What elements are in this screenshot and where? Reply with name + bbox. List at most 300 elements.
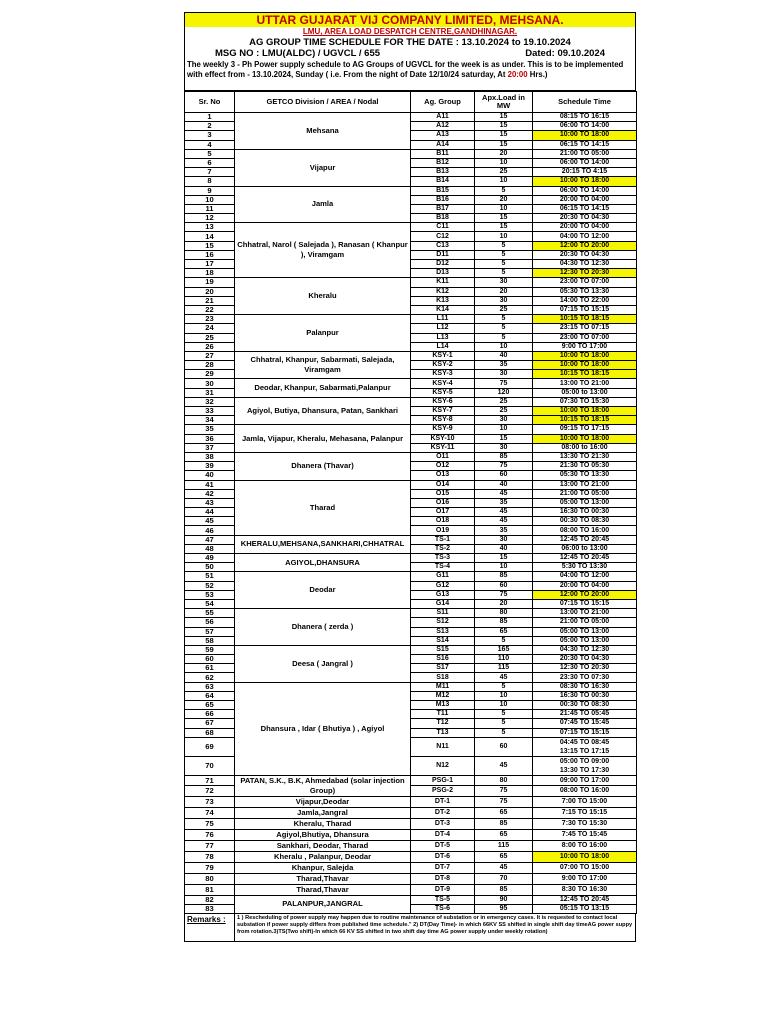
load-cell: 30: [475, 443, 533, 452]
ag-group-cell: B15: [411, 186, 475, 195]
ag-group-cell: DT-5: [411, 840, 475, 851]
schedule-time-cell: 12:30 TO 20:30: [533, 664, 637, 673]
load-cell: 5: [475, 241, 533, 250]
table-row: [185, 379, 637, 388]
schedule-time-cell: 04:45 TO 08:45 13:15 TO 17:15: [533, 737, 637, 756]
schedule-time-cell: 21:00 TO 05:00: [533, 489, 637, 498]
table-row: [185, 645, 637, 654]
schedule-time-cell: 08:00 TO 16:00: [533, 526, 637, 535]
load-cell: 120: [475, 388, 533, 397]
schedule-time-cell: 10:00 TO 18:00: [533, 407, 637, 416]
schedule-time-cell: 14:00 TO 22:00: [533, 296, 637, 305]
schedule-time-cell: 08:00 to 16:00: [533, 443, 637, 452]
sr-no-cell: 62: [185, 673, 235, 682]
ag-group-cell: N12: [411, 756, 475, 775]
sr-no-cell: 9: [185, 186, 235, 195]
sr-no-cell: 42: [185, 489, 235, 498]
ag-group-cell: B17: [411, 204, 475, 213]
schedule-time-cell: 9:00 TO 17:00: [533, 342, 637, 351]
table-row: [185, 840, 637, 851]
schedule-time-cell: 07:15 TO 15:15: [533, 305, 637, 314]
area-cell: Deodar: [235, 572, 411, 609]
load-cell: 75: [475, 796, 533, 807]
area-cell: Dhansura , Idar ( Bhutiya ) , Agiyol: [235, 682, 411, 775]
schedule-table: [184, 91, 637, 914]
sr-no-cell: 59: [185, 645, 235, 654]
schedule-time-cell: 7:30 TO 15:30: [533, 818, 637, 829]
schedule-time-cell: 07:15 TO 15:15: [533, 599, 637, 608]
load-cell: 25: [475, 407, 533, 416]
column-header-load: Apx.Load in MW: [475, 92, 533, 113]
intro-text-end: Hrs.): [527, 70, 548, 79]
table-row: [185, 480, 637, 489]
sr-no-cell: 15: [185, 241, 235, 250]
load-cell: 5: [475, 186, 533, 195]
table-row: [185, 425, 637, 434]
sr-no-cell: 75: [185, 818, 235, 829]
sr-no-cell: 76: [185, 829, 235, 840]
schedule-time-cell: 23:30 TO 07:30: [533, 673, 637, 682]
schedule-time-cell: 8:00 TO 16:00: [533, 840, 637, 851]
load-cell: 75: [475, 590, 533, 599]
load-cell: 5: [475, 333, 533, 342]
load-cell: 10: [475, 425, 533, 434]
ag-group-cell: O18: [411, 517, 475, 526]
ag-group-cell: S18: [411, 673, 475, 682]
schedule-time-cell: 20:00 TO 04:00: [533, 223, 637, 232]
schedule-time-cell: 04:30 TO 12:30: [533, 645, 637, 654]
load-cell: 85: [475, 572, 533, 581]
sr-no-cell: 24: [185, 324, 235, 333]
table-row: [185, 186, 637, 195]
table-row: [185, 682, 637, 691]
load-cell: 165: [475, 645, 533, 654]
sr-no-cell: 63: [185, 682, 235, 691]
load-cell: 75: [475, 379, 533, 388]
schedule-time-cell: 20:30 TO 04:30: [533, 214, 637, 223]
ag-group-cell: S14: [411, 636, 475, 645]
ag-group-cell: L13: [411, 333, 475, 342]
ag-group-cell: A11: [411, 113, 475, 122]
ag-group-cell: A14: [411, 140, 475, 149]
schedule-time-cell: 06:00 TO 14:00: [533, 158, 637, 167]
schedule-time-cell: 06:15 TO 14:15: [533, 204, 637, 213]
ag-group-cell: B18: [411, 214, 475, 223]
schedule-time-cell: 7:15 TO 15:15: [533, 807, 637, 818]
load-cell: 65: [475, 627, 533, 636]
sr-no-cell: 82: [185, 895, 235, 904]
load-cell: 85: [475, 618, 533, 627]
schedule-time-cell: 08:00 TO 16:00: [533, 786, 637, 797]
ag-group-cell: O16: [411, 498, 475, 507]
load-cell: 35: [475, 526, 533, 535]
sr-no-cell: 79: [185, 862, 235, 873]
column-header-area: GETCO Division / AREA / Nodal: [235, 92, 411, 113]
schedule-time-cell: 23:15 TO 07:15: [533, 324, 637, 333]
sr-no-cell: 78: [185, 851, 235, 862]
load-cell: 115: [475, 664, 533, 673]
sr-no-cell: 23: [185, 315, 235, 324]
table-row: [185, 572, 637, 581]
table-row: [185, 315, 637, 324]
sr-no-cell: 32: [185, 397, 235, 406]
area-cell: PALANPUR,JANGRAL: [235, 895, 411, 913]
area-cell: AGIYOL,DHANSURA: [235, 554, 411, 572]
sr-no-cell: 13: [185, 223, 235, 232]
ag-group-cell: S11: [411, 609, 475, 618]
table-row: [185, 895, 637, 904]
schedule-time-cell: 13:00 TO 21:00: [533, 480, 637, 489]
sr-no-cell: 16: [185, 250, 235, 259]
load-cell: 15: [475, 554, 533, 563]
sr-no-cell: 53: [185, 590, 235, 599]
load-cell: 45: [475, 673, 533, 682]
table-row: [185, 397, 637, 406]
area-cell: PATAN, S.K., B.K, Ahmedabad (solar injection Group): [235, 775, 411, 796]
schedule-time-cell: 10:15 TO 18:15: [533, 315, 637, 324]
sr-no-cell: 72: [185, 786, 235, 797]
load-cell: 110: [475, 655, 533, 664]
sr-no-cell: 50: [185, 563, 235, 572]
sr-no-cell: 6: [185, 158, 235, 167]
sr-no-cell: 77: [185, 840, 235, 851]
schedule-time-cell: 12:45 TO 20:45: [533, 554, 637, 563]
schedule-time-cell: 10:00 TO 18:00: [533, 351, 637, 360]
schedule-time-cell: 10:00 TO 18:00: [533, 177, 637, 186]
load-cell: 5: [475, 269, 533, 278]
schedule-time-cell: 5:30 TO 13:30: [533, 563, 637, 572]
schedule-time-cell: 10:00 TO 18:00: [533, 851, 637, 862]
sr-no-cell: 73: [185, 796, 235, 807]
load-cell: 5: [475, 260, 533, 269]
sr-no-cell: 83: [185, 904, 235, 913]
sr-no-cell: 36: [185, 434, 235, 443]
sr-no-cell: 14: [185, 232, 235, 241]
ag-group-cell: DT-3: [411, 818, 475, 829]
table-row: [185, 278, 637, 287]
schedule-time-cell: 05:00 to 13:00: [533, 388, 637, 397]
schedule-time-cell: 7:00 TO 15:00: [533, 796, 637, 807]
load-cell: 80: [475, 609, 533, 618]
load-cell: 45: [475, 862, 533, 873]
sr-no-cell: 49: [185, 554, 235, 563]
ag-group-cell: TS-6: [411, 904, 475, 913]
area-cell: Tharad: [235, 480, 411, 535]
ag-group-cell: DT-9: [411, 884, 475, 895]
table-row: [185, 862, 637, 873]
load-cell: 35: [475, 498, 533, 507]
schedule-date-line: AG GROUP TIME SCHEDULE FOR THE DATE : 13.10.2024 to 19.10.2024: [249, 37, 571, 48]
schedule-time-cell: 20:00 TO 04:00: [533, 581, 637, 590]
load-cell: 45: [475, 489, 533, 498]
schedule-time-cell: 12:00 TO 20:00: [533, 241, 637, 250]
sr-no-cell: 56: [185, 618, 235, 627]
sr-no-cell: 45: [185, 517, 235, 526]
remarks-box: [184, 914, 636, 942]
load-cell: 45: [475, 508, 533, 517]
schedule-time-cell: 12:00 TO 20:00: [533, 590, 637, 599]
schedule-time-cell: 06:00 TO 14:00: [533, 122, 637, 131]
sr-no-cell: 71: [185, 775, 235, 786]
area-cell: Mehsana: [235, 113, 411, 150]
schedule-time-cell: 7:45 TO 15:45: [533, 829, 637, 840]
load-cell: 20: [475, 287, 533, 296]
ag-group-cell: KSY-11: [411, 443, 475, 452]
sr-no-cell: 19: [185, 278, 235, 287]
load-cell: 85: [475, 818, 533, 829]
schedule-sheet: [184, 12, 636, 942]
area-cell: Kheralu, Tharad: [235, 818, 411, 829]
ag-group-cell: M13: [411, 701, 475, 710]
ag-group-cell: O17: [411, 508, 475, 517]
sr-no-cell: 17: [185, 260, 235, 269]
ag-group-cell: TS-5: [411, 895, 475, 904]
sr-no-cell: 67: [185, 719, 235, 728]
ag-group-cell: KSY-1: [411, 351, 475, 360]
message-date: Dated: 09.10.2024: [525, 48, 605, 59]
sr-no-cell: 81: [185, 884, 235, 895]
area-cell: Palanpur: [235, 315, 411, 352]
load-cell: 30: [475, 296, 533, 305]
load-cell: 45: [475, 517, 533, 526]
load-cell: 10: [475, 691, 533, 700]
ag-group-cell: S16: [411, 655, 475, 664]
ag-group-cell: DT-7: [411, 862, 475, 873]
table-row: [185, 223, 637, 232]
load-cell: 10: [475, 701, 533, 710]
ag-group-cell: TS-2: [411, 544, 475, 553]
load-cell: 75: [475, 462, 533, 471]
sr-no-cell: 51: [185, 572, 235, 581]
ag-group-cell: L14: [411, 342, 475, 351]
ag-group-cell: S13: [411, 627, 475, 636]
schedule-time-cell: 06:00 to 13:00: [533, 544, 637, 553]
area-cell: Deesa ( Jangral ): [235, 645, 411, 682]
load-cell: 25: [475, 168, 533, 177]
ag-group-cell: DT-6: [411, 851, 475, 862]
sr-no-cell: 29: [185, 370, 235, 379]
sr-no-cell: 43: [185, 498, 235, 507]
table-row: [185, 554, 637, 563]
load-cell: 40: [475, 544, 533, 553]
schedule-time-cell: 00:30 TO 08:30: [533, 517, 637, 526]
load-cell: 10: [475, 158, 533, 167]
sr-no-cell: 37: [185, 443, 235, 452]
sr-no-cell: 69: [185, 737, 235, 756]
schedule-time-cell: 05:00 TO 13:00: [533, 498, 637, 507]
sr-no-cell: 61: [185, 664, 235, 673]
ag-group-cell: KSY-5: [411, 388, 475, 397]
ag-group-cell: D13: [411, 269, 475, 278]
load-cell: 15: [475, 223, 533, 232]
ag-group-cell: KSY-2: [411, 361, 475, 370]
area-cell: Deodar, Khanpur, Sabarmati,Palanpur: [235, 379, 411, 397]
sr-no-cell: 40: [185, 471, 235, 480]
area-cell: Kheralu , Palanpur, Deodar: [235, 851, 411, 862]
schedule-time-cell: 20:15 TO 4:15: [533, 168, 637, 177]
load-cell: 40: [475, 351, 533, 360]
schedule-time-cell: 13:00 TO 21:00: [533, 609, 637, 618]
load-cell: 80: [475, 775, 533, 786]
document-header: [184, 12, 636, 59]
ag-group-cell: G12: [411, 581, 475, 590]
sr-no-cell: 1: [185, 113, 235, 122]
table-row: [185, 807, 637, 818]
load-cell: 15: [475, 122, 533, 131]
ag-group-cell: KSY-7: [411, 407, 475, 416]
load-cell: 5: [475, 324, 533, 333]
load-cell: 15: [475, 131, 533, 140]
load-cell: 65: [475, 807, 533, 818]
sr-no-cell: 48: [185, 544, 235, 553]
load-cell: 60: [475, 581, 533, 590]
load-cell: 90: [475, 895, 533, 904]
sr-no-cell: 11: [185, 204, 235, 213]
ag-group-cell: G13: [411, 590, 475, 599]
column-header-time: Schedule Time: [533, 92, 637, 113]
ag-group-cell: L11: [411, 315, 475, 324]
load-cell: 85: [475, 884, 533, 895]
ag-group-cell: K13: [411, 296, 475, 305]
schedule-time-cell: 09:00 TO 17:00: [533, 775, 637, 786]
table-row: [185, 113, 637, 122]
ag-group-cell: PSG-1: [411, 775, 475, 786]
sr-no-cell: 22: [185, 305, 235, 314]
sr-no-cell: 66: [185, 710, 235, 719]
load-cell: 5: [475, 315, 533, 324]
table-row: [185, 851, 637, 862]
ag-group-cell: M11: [411, 682, 475, 691]
ag-group-cell: A13: [411, 131, 475, 140]
schedule-time-cell: 12:30 TO 20:30: [533, 269, 637, 278]
area-cell: Chhatral, Khanpur, Sabarmati, Salejada, Viramgam: [235, 351, 411, 379]
sr-no-cell: 4: [185, 140, 235, 149]
load-cell: 30: [475, 416, 533, 425]
ag-group-cell: B16: [411, 195, 475, 204]
message-line: [185, 48, 635, 59]
sr-no-cell: 33: [185, 407, 235, 416]
ag-group-cell: DT-8: [411, 873, 475, 884]
schedule-time-cell: 08:15 TO 16:15: [533, 113, 637, 122]
load-cell: 30: [475, 278, 533, 287]
load-cell: 10: [475, 563, 533, 572]
ag-group-cell: S12: [411, 618, 475, 627]
area-cell: Tharad,Thavar: [235, 884, 411, 895]
schedule-time-cell: 07:45 TO 15:45: [533, 719, 637, 728]
sr-no-cell: 57: [185, 627, 235, 636]
sr-no-cell: 8: [185, 177, 235, 186]
sr-no-cell: 28: [185, 361, 235, 370]
table-row: [185, 818, 637, 829]
schedule-time-cell: 13:00 TO 21:00: [533, 379, 637, 388]
schedule-time-cell: 21:45 TO 05:45: [533, 710, 637, 719]
intro-start-time: 20:00: [507, 70, 528, 79]
load-cell: 20: [475, 149, 533, 158]
schedule-time-cell: 12:45 TO 20:45: [533, 535, 637, 544]
table-header-row: [185, 92, 637, 113]
schedule-time-cell: 00:30 TO 08:30: [533, 701, 637, 710]
remarks-label: Remarks :: [185, 914, 235, 941]
sr-no-cell: 52: [185, 581, 235, 590]
area-cell: Jamla,Jangral: [235, 807, 411, 818]
office-subtitle: LMU, AREA LOAD DESPATCH CENTRE,GANDHINAGAR.: [302, 27, 518, 36]
schedule-time-cell: 08:30 TO 16:30: [533, 682, 637, 691]
ag-group-cell: T13: [411, 728, 475, 737]
ag-group-cell: KSY-4: [411, 379, 475, 388]
ag-group-cell: S17: [411, 664, 475, 673]
schedule-time-cell: 13:30 TO 21:30: [533, 452, 637, 461]
ag-group-cell: O12: [411, 462, 475, 471]
schedule-time-cell: 10:15 TO 18:15: [533, 416, 637, 425]
schedule-time-cell: 05:00 TO 13:00: [533, 636, 637, 645]
sr-no-cell: 21: [185, 296, 235, 305]
ag-group-cell: O15: [411, 489, 475, 498]
load-cell: 15: [475, 140, 533, 149]
table-row: [185, 873, 637, 884]
schedule-time-cell: 07:30 TO 15:30: [533, 397, 637, 406]
ag-group-cell: O13: [411, 471, 475, 480]
ag-group-cell: C12: [411, 232, 475, 241]
table-row: [185, 796, 637, 807]
area-cell: KHERALU,MEHSANA,SANKHARI,CHHATRAL: [235, 535, 411, 553]
ag-group-cell: A12: [411, 122, 475, 131]
schedule-time-cell: 05:30 TO 13:30: [533, 287, 637, 296]
sr-no-cell: 18: [185, 269, 235, 278]
ag-group-cell: KSY-8: [411, 416, 475, 425]
ag-group-cell: KSY-3: [411, 370, 475, 379]
area-cell: Agiyol, Butiya, Dhansura, Patan, Sankhari: [235, 397, 411, 425]
column-header-group: Ag. Group: [411, 92, 475, 113]
ag-group-cell: L12: [411, 324, 475, 333]
area-cell: Vijapur: [235, 149, 411, 186]
schedule-time-cell: 07:00 TO 15:00: [533, 862, 637, 873]
load-cell: 40: [475, 480, 533, 489]
sr-no-cell: 39: [185, 462, 235, 471]
table-row: [185, 351, 637, 360]
load-cell: 60: [475, 471, 533, 480]
sr-no-cell: 12: [185, 214, 235, 223]
ag-group-cell: TS-1: [411, 535, 475, 544]
load-cell: 20: [475, 599, 533, 608]
sr-no-cell: 10: [185, 195, 235, 204]
schedule-time-cell: 05:00 TO 13:00: [533, 627, 637, 636]
load-cell: 5: [475, 719, 533, 728]
company-title: UTTAR GUJARAT VIJ COMPANY LIMITED, MEHSANA.: [185, 13, 635, 27]
schedule-time-cell: 21:00 TO 05:00: [533, 149, 637, 158]
ag-group-cell: K12: [411, 287, 475, 296]
schedule-time-cell: 8:30 TO 16:30: [533, 884, 637, 895]
sr-no-cell: 35: [185, 425, 235, 434]
sr-no-cell: 54: [185, 599, 235, 608]
ag-group-cell: T11: [411, 710, 475, 719]
ag-group-cell: KSY-10: [411, 434, 475, 443]
sr-no-cell: 7: [185, 168, 235, 177]
schedule-time-cell: 10:00 TO 18:00: [533, 131, 637, 140]
schedule-time-cell: 21:00 TO 05:00: [533, 618, 637, 627]
area-cell: Chhatral, Narol ( Salejada ), Ranasan ( Khanpur ), Viramgam: [235, 223, 411, 278]
schedule-rows: [185, 113, 637, 914]
area-cell: Dhanera (Thavar): [235, 452, 411, 480]
load-cell: 5: [475, 710, 533, 719]
ag-group-cell: B13: [411, 168, 475, 177]
sr-no-cell: 74: [185, 807, 235, 818]
ag-group-cell: D12: [411, 260, 475, 269]
ag-group-cell: O11: [411, 452, 475, 461]
schedule-time-cell: 10:00 TO 18:00: [533, 361, 637, 370]
schedule-time-cell: 12:45 TO 20:45: [533, 895, 637, 904]
sr-no-cell: 64: [185, 691, 235, 700]
schedule-time-cell: 05:15 TO 13:15: [533, 904, 637, 913]
